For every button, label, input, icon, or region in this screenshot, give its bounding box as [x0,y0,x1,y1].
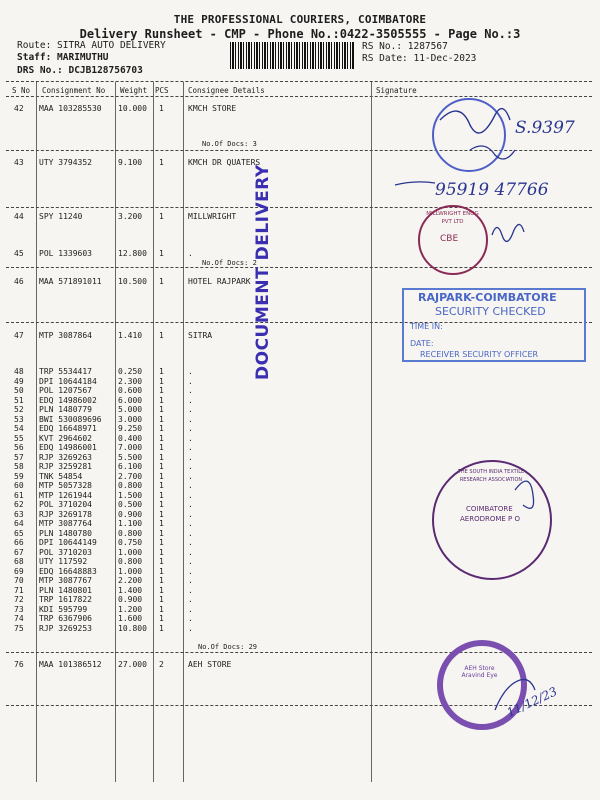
cell-consignment: EDQ 14986002 [39,395,97,405]
cell-sno: 66 [14,538,24,547]
cell-consignee: . [188,528,193,538]
cell-consignment: BWI 530089696 [39,414,102,424]
sitra-seal-ring: THE SOUTH INDIA TEXTILE RESEARCH ASSOCIATION [457,469,525,483]
cell-weight: 6.000 [118,395,143,405]
cell-sno: 42 [14,104,24,113]
cell-consignment: POL 3710204 [39,500,92,509]
cell-pcs: 1 [159,331,164,340]
cell-consignment: EDQ 16648971 [39,424,97,433]
cell-pcs: 1 [159,538,164,547]
cell-consignee: . [188,471,193,481]
cell-consignee: . [188,414,193,424]
rs-date: RS Date: 11-Dec-2023 [362,53,477,64]
cell-consignee: . [188,433,193,443]
cell-weight: 1.600 [118,614,143,623]
cell-consignee: . [188,395,193,405]
cell-consignee: . [188,566,193,576]
cell-weight: 1.000 [118,566,143,576]
cell-pcs: 1 [159,395,164,405]
cell-pcs: 1 [159,623,164,633]
cell-consignment: TRP 1617822 [39,595,92,604]
cell-weight: 1.400 [118,585,143,595]
cell-consignment: PLN 1480780 [39,528,92,538]
cell-pcs: 1 [159,576,164,585]
cell-sno: 71 [14,585,24,595]
cell-consignee: . [188,443,193,452]
cell-pcs: 1 [159,443,164,452]
col-consignee: Consignee Details [188,86,265,95]
cell-consignment: TNK 54854 [39,471,83,481]
security-stamp-time: TIME IN: [410,322,443,331]
cell-consignment: KVT 2964602 [39,433,92,443]
cell-consignee: . [188,557,193,566]
cell-pcs: 1 [159,433,164,443]
cell-sno: 47 [14,331,24,340]
cell-consignment: EDQ 16648883 [39,566,97,576]
cell-pcs: 1 [159,566,164,576]
cell-weight: 10.800 [118,623,147,633]
cell-weight: 2.300 [118,376,143,386]
cell-pcs: 1 [159,367,164,376]
cell-pcs: 1 [159,462,164,471]
cell-consignee: . [188,604,193,614]
runsheet-subtitle: Delivery Runsheet - CMP - Phone No.:0422-3505555 - Page No.:3 [79,27,521,41]
cell-pcs: 1 [159,158,164,167]
cell-consignment: MTP 1261944 [39,490,92,500]
cell-pcs: 1 [159,481,164,490]
cell-pcs: 1 [159,414,164,424]
cell-pcs: 1 [159,452,164,462]
docs-count: No.Of Docs: 29 [198,643,258,651]
cell-pcs: 1 [159,547,164,557]
millwright-seal-center: CBE [440,234,459,244]
cell-pcs: 1 [159,104,164,113]
cell-sno: 46 [14,277,24,286]
cell-consignee: . [188,623,193,633]
cell-sno: 72 [14,595,24,604]
cell-consignment: RJP 3259281 [39,462,92,471]
security-stamp-checked: SECURITY CHECKED [435,305,546,318]
handwritten-phone: 95919 47766 [435,180,549,200]
cell-consignment: SPY 11240 [39,212,83,221]
cell-weight: 0.800 [118,481,143,490]
drs-number: DRS No.: DCJB128756703 [17,65,143,76]
cell-consignment: POL 3710203 [39,547,92,557]
cell-pcs: 1 [159,376,164,386]
cell-sno: 63 [14,509,24,519]
docs-count: No.Of Docs: 2 [202,259,257,267]
cell-sno: 43 [14,158,24,167]
cell-weight: 9.100 [118,158,143,167]
cell-weight: 0.900 [118,509,143,519]
cell-consignment: TRP 5534417 [39,367,92,376]
cell-pcs: 1 [159,585,164,595]
company-title: THE PROFESSIONAL COURIERS, COIMBATORE [173,13,427,26]
cell-pcs: 1 [159,212,164,221]
cell-sno: 54 [14,424,24,433]
cell-sno: 56 [14,443,24,452]
cell-consignment: MAA 103285530 [39,104,102,113]
cell-consignee: . [188,538,193,547]
cell-consignee: . [188,249,193,258]
cell-weight: 10.500 [118,277,147,286]
cell-consignee: . [188,519,193,528]
cell-weight: 1.500 [118,490,143,500]
cell-weight: 1.410 [118,331,143,340]
cell-consignment: POL 1207567 [39,386,92,395]
cell-consignee: . [188,367,193,376]
cell-pcs: 1 [159,424,164,433]
cell-pcs: 1 [159,604,164,614]
cell-consignment: MTP 3087764 [39,519,92,528]
cell-consignment: MTP 5057328 [39,481,92,490]
cell-consignment: RJP 3269253 [39,623,92,633]
cell-sno: 59 [14,471,24,481]
handwritten-date: 11/12/23 [504,684,560,720]
rs-number: RS No.: 1287567 [362,41,448,52]
cell-weight: 6.100 [118,462,143,471]
cell-consignee: . [188,405,193,414]
cell-sno: 76 [14,660,24,669]
col-consignment: Consignment No [42,86,106,95]
cell-consignment: PLN 1480801 [39,585,92,595]
cell-pcs: 1 [159,500,164,509]
cell-sno: 70 [14,576,24,585]
cell-pcs: 1 [159,405,164,414]
security-stamp-date: DATE: [410,339,434,348]
cell-consignment: EDQ 14986001 [39,443,97,452]
cell-sno: 45 [14,249,24,258]
document-delivery-stamp: DOCUMENT DELIVERY [253,164,273,380]
cell-pcs: 1 [159,557,164,566]
cell-consignment: MAA 571891011 [39,277,102,286]
cell-weight: 0.500 [118,500,143,509]
cell-consignee: MILLWRIGHT [188,212,237,221]
cell-consignee: . [188,509,193,519]
cell-weight: 5.500 [118,452,143,462]
cell-pcs: 1 [159,249,164,258]
cell-sno: 49 [14,376,24,386]
cell-consignment: UTY 3794352 [39,158,92,167]
cell-weight: 1.000 [118,547,143,557]
cell-weight: 2.200 [118,576,143,585]
cell-weight: 2.700 [118,471,143,481]
cell-consignee: . [188,547,193,557]
cell-weight: 10.000 [118,104,147,113]
cell-consignee: . [188,386,193,395]
staff-label: Staff: MARIMUTHU [17,52,109,63]
cell-sno: 53 [14,414,24,424]
cell-consignee: . [188,585,193,595]
cell-consignment: MTP 3087767 [39,576,92,585]
cell-pcs: 1 [159,509,164,519]
cell-sno: 67 [14,547,24,557]
cell-consignment: POL 1339603 [39,249,92,258]
cell-sno: 62 [14,500,24,509]
cell-weight: 0.250 [118,367,143,376]
cell-consignee: . [188,614,193,623]
cell-pcs: 1 [159,528,164,538]
cell-consignee: . [188,576,193,585]
docs-count: No.Of Docs: 3 [202,140,257,148]
cell-sno: 60 [14,481,24,490]
cell-weight: 0.750 [118,538,143,547]
cell-consignment: DPI 10644149 [39,538,97,547]
cell-sno: 57 [14,452,24,462]
cell-sno: 65 [14,528,24,538]
security-stamp-receiver: RECEIVER SECURITY OFFICER [420,350,539,359]
cell-sno: 55 [14,433,24,443]
cell-sno: 44 [14,212,24,221]
sitra-seal-po: AERODROME P O [460,515,520,523]
cell-pcs: 1 [159,471,164,481]
cell-consignment: RJP 3269178 [39,509,92,519]
aeh-seal-text: AEH Store Aravind Eye [461,665,498,679]
cell-weight: 0.800 [118,557,143,566]
cell-pcs: 1 [159,519,164,528]
cell-sno: 51 [14,395,24,405]
cell-consignment: RJP 3269263 [39,452,92,462]
cell-consignment: UTY 117592 [39,557,88,566]
cell-sno: 58 [14,462,24,471]
cell-sno: 75 [14,623,24,633]
cell-pcs: 1 [159,595,164,604]
cell-weight: 0.600 [118,386,143,395]
cell-consignee: KMCH DR QUATERS [188,158,261,167]
route-label: Route: SITRA AUTO DELIVERY [17,40,166,51]
cell-consignee: . [188,452,193,462]
cell-consignee: . [188,500,193,509]
cell-weight: 7.000 [118,443,143,452]
cell-sno: 69 [14,566,24,576]
cell-consignee: SITRA [188,331,213,340]
col-pcs: PCS [155,86,169,95]
cell-sno: 52 [14,405,24,414]
cell-weight: 1.200 [118,604,143,614]
cell-consignment: MTP 3087864 [39,331,92,340]
cell-sno: 50 [14,386,24,395]
cell-consignment: DPI 10644184 [39,376,97,386]
cell-weight: 0.400 [118,433,143,443]
cell-consignee: . [188,481,193,490]
cell-sno: 48 [14,367,24,376]
cell-consignment: KDI 595799 [39,604,88,614]
cell-weight: 0.800 [118,528,143,538]
cell-consignee: . [188,424,193,433]
handwritten-code: S.9397 [515,118,575,138]
cell-consignee: . [188,376,193,386]
cell-pcs: 1 [159,277,164,286]
cell-weight: 27.000 [118,660,147,669]
cell-pcs: 1 [159,386,164,395]
cell-consignee: . [188,490,193,500]
cell-consignment: PLN 1480779 [39,405,92,414]
cell-consignment: MAA 101386512 [39,660,102,669]
millwright-seal-ring: MILLWRIGHT ENGG PVT LTD [426,211,479,225]
cell-consignment: TRP 6367906 [39,614,92,623]
cell-weight: 9.250 [118,424,143,433]
cell-weight: 3.000 [118,414,143,424]
cell-consignee: KMCH STORE [188,104,237,113]
cell-sno: 68 [14,557,24,566]
cell-weight: 3.200 [118,212,143,221]
col-sno: S No [12,86,31,95]
cell-weight: 12.800 [118,249,147,258]
security-stamp-title: RAJPARK-COIMBATORE [418,291,557,304]
cell-sno: 61 [14,490,24,500]
cell-sno: 74 [14,614,24,623]
col-signature: Signature [376,86,417,95]
cell-consignee: HOTEL RAJPARK [188,277,251,286]
cell-weight: 5.000 [118,405,143,414]
cell-sno: 73 [14,604,24,614]
cell-sno: 64 [14,519,24,528]
cell-pcs: 2 [159,660,164,669]
cell-pcs: 1 [159,614,164,623]
cell-consignee: . [188,462,193,471]
cell-consignee: . [188,595,193,604]
cell-weight: 1.100 [118,519,143,528]
sitra-seal-city: COIMBATORE [466,505,513,513]
col-weight: Weight [120,86,148,95]
cell-pcs: 1 [159,490,164,500]
cell-weight: 0.900 [118,595,143,604]
cell-consignee: AEH STORE [188,660,232,669]
